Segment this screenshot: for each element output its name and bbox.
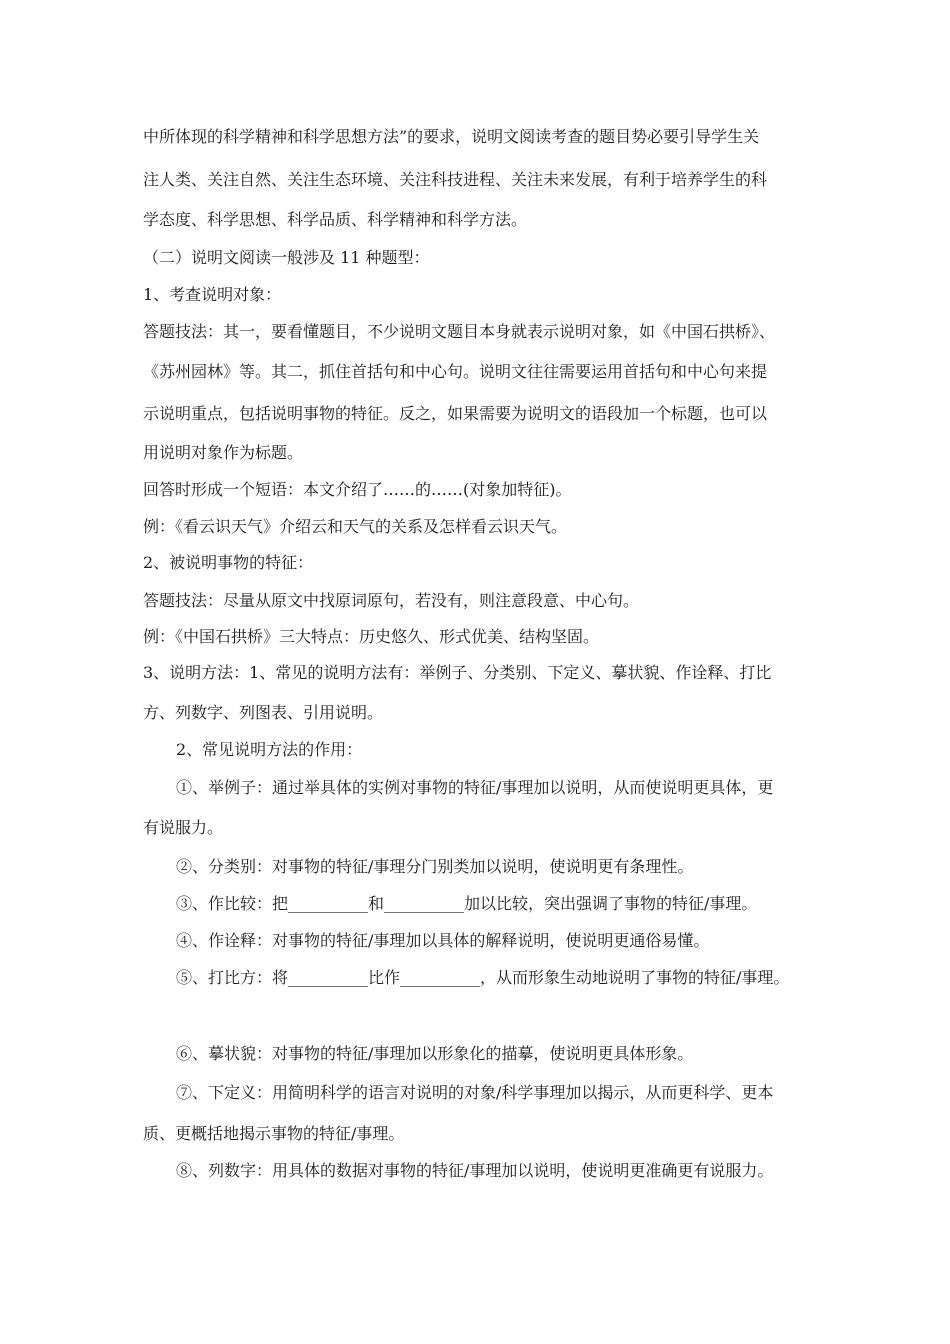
example-line-2: 例：《中国石拱桥》三大特点：历史悠久、形式优美、结构坚固。 [143, 627, 600, 646]
method-5: ⑤、打比方：将__________比作__________，从而形象生动地说明了事物的特征/事理。 [176, 968, 790, 987]
text-line-3: 学态度、科学思想、科学品质、科学精神和科学方法。 [143, 210, 528, 229]
method-7-cont: 质、更概括地揭示事物的特征/事理。 [143, 1124, 405, 1143]
text-line-10: 回答时形成一个短语：本文介绍了……的……(对象加特征)。 [143, 480, 572, 499]
text-line-16: 方、列数字、列图表、引用说明。 [143, 703, 384, 722]
text-line-2: 注人类、关注自然、关注生态环境、关注科技进程、关注未来发展，有利于培养学生的科 [143, 170, 768, 189]
text-line-7: 《苏州园林》等。其二，抓住首括句和中心句。说明文往往需要运用首括句和中心句来提 [143, 362, 768, 381]
text-line-13: 答题技法：尽量从原文中找原词原句，若没有，则注意段意、中心句。 [143, 591, 640, 610]
item-heading-1: 1、考查说明对象： [143, 285, 282, 304]
item-heading-2: 2、被说明事物的特征： [143, 553, 314, 572]
text-line-9: 用说明对象作为标题。 [143, 443, 304, 462]
method-8: ⑧、列数字：用具体的数据对事物的特征/事理加以说明，使说明更准确更有说服力。 [176, 1161, 774, 1180]
method-7: ⑦、下定义：用简明科学的语言对说明的对象/科学事理加以揭示，从而更科学、更本 [176, 1083, 774, 1102]
text-line-1: 中所体现的科学精神和科学思想方法”的要求，说明文阅读考查的题目势必要引导学生关 [143, 127, 760, 146]
text-line-6: 答题技法：其一，要看懂题目，不少说明文题目本身就表示说明对象，如《中国石拱桥》、 [143, 322, 776, 341]
item-heading-3: 3、说明方法：1、常见的说明方法有：举例子、分类别、下定义、摹状貌、作诠释、打比 [143, 663, 772, 682]
method-1-cont: 有说服力。 [143, 818, 224, 837]
subheading-functions: 2、常见说明方法的作用： [176, 740, 363, 759]
method-3: ③、作比较：把__________和__________加以比较，突出强调了事物的特征/事理。 [176, 894, 758, 913]
method-6: ⑥、摹状貌：对事物的特征/事理加以形象化的描摹，使说明更具体形象。 [176, 1044, 694, 1063]
method-2: ②、分类别：对事物的特征/事理分门别类加以说明，使说明更有条理性。 [176, 857, 694, 876]
method-4: ④、作诠释：对事物的特征/事理加以具体的解释说明，使说明更通俗易懂。 [176, 931, 710, 950]
text-line-8: 示说明重点，包括说明事物的特征。反之，如果需要为说明文的语段加一个标题，也可以 [143, 404, 768, 423]
section-heading: （二）说明文阅读一般涉及 11 种题型： [143, 248, 430, 267]
method-1: ①、举例子：通过举具体的实例对事物的特征/事理加以说明，从而使说明更具体，更 [176, 778, 774, 797]
example-line-1: 例：《看云识天气》介绍云和天气的关系及怎样看云识天气。 [143, 517, 568, 536]
